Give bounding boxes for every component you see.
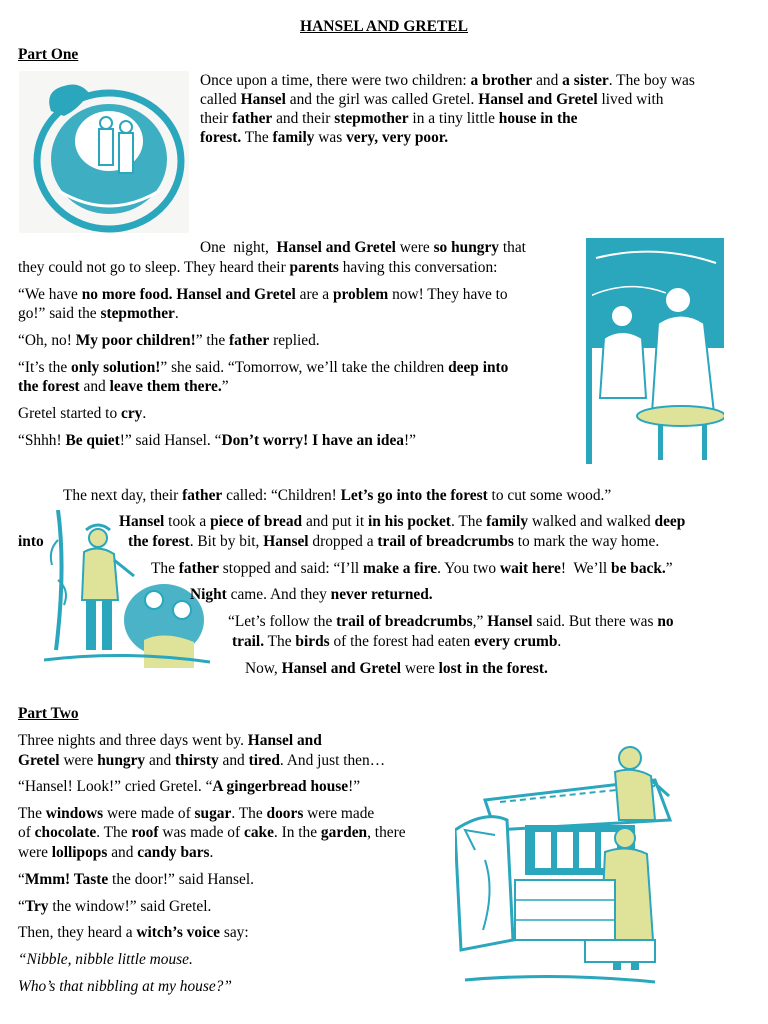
trail-line-2 bbox=[232, 632, 561, 651]
text-run: . The boy was bbox=[608, 72, 695, 89]
text-run: lived with bbox=[597, 91, 664, 108]
house-desc-line-1 bbox=[18, 804, 374, 823]
bold-text: My poor children! bbox=[75, 332, 196, 349]
intro-line bbox=[200, 71, 748, 90]
text-run: “Shhh! bbox=[18, 432, 66, 449]
bold-text: in his pocket bbox=[367, 513, 451, 530]
text-run: “It’s the bbox=[18, 359, 71, 376]
lost-line bbox=[245, 659, 548, 678]
text-run: are a bbox=[295, 286, 333, 303]
text-run: of the forest had eaten bbox=[329, 633, 475, 650]
text-run: . bbox=[174, 305, 179, 322]
bold-text: cake bbox=[243, 824, 274, 841]
text-run: was bbox=[314, 129, 347, 146]
text-run: !” bbox=[348, 778, 361, 795]
text-run: . The bbox=[450, 513, 487, 530]
witch-voice-line bbox=[18, 923, 249, 942]
text-run: The bbox=[18, 805, 46, 822]
text-run: to cut some wood.” bbox=[487, 487, 612, 504]
text-run: walked and walked bbox=[528, 513, 655, 530]
intro-line bbox=[200, 90, 748, 109]
text-run: “Let’s follow the bbox=[228, 613, 337, 630]
bold-text: problem bbox=[332, 286, 389, 303]
father-fire-line bbox=[151, 559, 673, 578]
text-run: to mark the way home. bbox=[513, 533, 660, 550]
bold-text: into bbox=[18, 533, 44, 550]
text-run: “Oh, no! bbox=[18, 332, 76, 349]
bold-text: family bbox=[272, 129, 315, 146]
stepmother-quote-2 bbox=[18, 304, 179, 323]
page-title: HANSEL AND GRETEL bbox=[300, 18, 468, 35]
text-run: . And just then… bbox=[279, 752, 386, 769]
text-run: . bbox=[142, 405, 147, 422]
text-run: were made bbox=[303, 805, 375, 822]
bold-text: tired bbox=[248, 752, 280, 769]
text-run: having this conversation: bbox=[338, 259, 498, 276]
bold-text: father bbox=[178, 560, 219, 577]
text-run: and bbox=[107, 844, 138, 861]
text-run: replied. bbox=[269, 332, 320, 349]
text-run: . bbox=[557, 633, 562, 650]
bold-text: parents bbox=[289, 259, 339, 276]
bold-text: Try bbox=[24, 898, 49, 915]
bold-text: be back. bbox=[611, 560, 666, 577]
rhyme-line-1 bbox=[18, 950, 193, 969]
text-run: ,” bbox=[472, 613, 488, 630]
bold-text: Be quiet bbox=[65, 432, 120, 449]
bold-text: chocolate bbox=[34, 824, 97, 841]
illustration-children-circle bbox=[19, 71, 189, 233]
gretel-cry bbox=[18, 404, 146, 423]
bold-text: thirsty bbox=[175, 752, 219, 769]
bold-text: trail of breadcrumbs bbox=[336, 613, 473, 630]
text-run: that bbox=[499, 239, 526, 256]
night-line-1 bbox=[200, 238, 526, 257]
bold-text: never returned. bbox=[330, 586, 433, 603]
bold-text: hungry bbox=[97, 752, 146, 769]
text-run: dropped a bbox=[308, 533, 378, 550]
gingerbread-line bbox=[18, 777, 360, 796]
bold-text: witch’s voice bbox=[136, 924, 221, 941]
house-desc-line-2 bbox=[18, 823, 406, 842]
text-run: Gretel started to bbox=[18, 405, 121, 422]
text-run: The bbox=[241, 129, 273, 146]
bold-text: father bbox=[232, 110, 273, 127]
text-run: Now, bbox=[245, 660, 282, 677]
bold-text: forest. bbox=[200, 129, 242, 146]
bold-text: the forest bbox=[18, 378, 80, 395]
bold-text: the forest bbox=[128, 533, 190, 550]
text-run: the window!” said Gretel. bbox=[48, 898, 212, 915]
text-run: Three nights and three days went by. bbox=[18, 732, 248, 749]
text-run: ” bbox=[221, 378, 229, 395]
text-run: stopped and said: “I’ll bbox=[218, 560, 363, 577]
text-run: the door!” said Hansel. bbox=[108, 871, 254, 888]
text-run: . You two bbox=[437, 560, 500, 577]
text-run: ” bbox=[665, 560, 673, 577]
bold-text: Let’s go into the forest bbox=[340, 487, 488, 504]
night-line-2 bbox=[18, 258, 497, 277]
illustration-parents-table bbox=[586, 238, 724, 464]
text-run: . The bbox=[96, 824, 132, 841]
bold-text: a brother bbox=[470, 72, 533, 89]
bold-text: family bbox=[486, 513, 529, 530]
bread-line-into bbox=[18, 532, 44, 551]
text-run: were bbox=[395, 239, 434, 256]
rhyme-line-2 bbox=[18, 977, 232, 996]
text-run: “Hansel! Look!” cried Gretel. “ bbox=[18, 778, 213, 795]
bold-text: Hansel and Gretel bbox=[478, 91, 598, 108]
bold-text: a sister bbox=[562, 72, 609, 89]
intro-line bbox=[200, 109, 748, 128]
text-run: The bbox=[264, 633, 296, 650]
text-run: of bbox=[18, 824, 35, 841]
italic-text: “Nibble, nibble little mouse. bbox=[18, 951, 193, 968]
part-one-heading: Part One bbox=[18, 46, 79, 63]
bold-text: deep bbox=[654, 513, 686, 530]
bold-text: lollipops bbox=[51, 844, 108, 861]
bold-text: A gingerbread house bbox=[212, 778, 349, 795]
bold-text: wait here bbox=[499, 560, 561, 577]
text-run: say: bbox=[220, 924, 249, 941]
text-run: were made of bbox=[103, 805, 195, 822]
bold-text: stepmother bbox=[334, 110, 409, 127]
bold-text: roof bbox=[131, 824, 159, 841]
illustration-gingerbread-house bbox=[455, 740, 687, 988]
text-run: said. But there was bbox=[532, 613, 658, 630]
text-run: Then, they heard a bbox=[18, 924, 137, 941]
bold-text: candy bars bbox=[137, 844, 210, 861]
bold-text: Hansel bbox=[263, 533, 309, 550]
bold-text: birds bbox=[295, 633, 330, 650]
father-reply bbox=[18, 331, 320, 350]
bold-text: Hansel bbox=[487, 613, 533, 630]
bold-text: no more food. Hansel and Gretel bbox=[81, 286, 296, 303]
bold-text: trail of breadcrumbs bbox=[377, 533, 514, 550]
text-run: , there bbox=[367, 824, 406, 841]
bold-text: trail. bbox=[232, 633, 265, 650]
stepmother-quote-1 bbox=[18, 285, 508, 304]
bold-text: windows bbox=[45, 805, 104, 822]
text-run: called: “Children! bbox=[222, 487, 341, 504]
text-run: was made of bbox=[158, 824, 244, 841]
bold-text: every crumb bbox=[474, 633, 558, 650]
bold-text: Hansel bbox=[119, 513, 165, 530]
text-run: !” said Hansel. “ bbox=[119, 432, 222, 449]
bold-text: Hansel and Gretel bbox=[281, 660, 402, 677]
text-run: and bbox=[218, 752, 249, 769]
bold-text: stepmother bbox=[100, 305, 175, 322]
bold-text: make a fire bbox=[363, 560, 438, 577]
three-nights-line-2 bbox=[18, 751, 385, 770]
bold-text: Night bbox=[190, 586, 227, 603]
text-run: go!” said the bbox=[18, 305, 101, 322]
trail-line-1 bbox=[228, 612, 674, 631]
text-run: The bbox=[151, 560, 179, 577]
text-run: . Bit by bit, bbox=[189, 533, 264, 550]
bold-text: Hansel bbox=[240, 91, 286, 108]
taste-door-line bbox=[18, 870, 254, 889]
bread-line-2 bbox=[128, 532, 659, 551]
text-run: took a bbox=[164, 513, 211, 530]
text-run: they could not go to sleep. They heard their bbox=[18, 259, 290, 276]
text-run: and bbox=[145, 752, 176, 769]
bold-text: father bbox=[182, 487, 223, 504]
bold-text: lost in the forest. bbox=[438, 660, 548, 677]
text-run: and bbox=[532, 72, 563, 89]
text-run: !” bbox=[404, 432, 416, 449]
text-run: . In the bbox=[273, 824, 321, 841]
text-run: came. And they bbox=[226, 586, 331, 603]
bold-text: leave them there. bbox=[109, 378, 222, 395]
text-run: now! They have to bbox=[388, 286, 508, 303]
hansel-idea bbox=[18, 431, 416, 450]
bold-text: sugar bbox=[194, 805, 232, 822]
text-run: called bbox=[200, 91, 241, 108]
text-run: Once upon a time, there were two children: bbox=[200, 72, 471, 89]
bold-text: Hansel and Gretel bbox=[276, 239, 396, 256]
text-run: in a tiny little bbox=[408, 110, 499, 127]
text-run: ” she said. “Tomorrow, we’ll take the children bbox=[160, 359, 449, 376]
paragraph-intro bbox=[200, 71, 748, 147]
text-run: and their bbox=[272, 110, 335, 127]
bold-text: garden bbox=[320, 824, 368, 841]
text-run: ” the bbox=[195, 332, 230, 349]
try-window-line bbox=[18, 897, 211, 916]
part-two-heading: Part Two bbox=[18, 705, 79, 722]
text-run: The next day, their bbox=[63, 487, 183, 504]
bold-text: piece of bread bbox=[210, 513, 303, 530]
bread-line-1 bbox=[119, 512, 685, 531]
text-run: were bbox=[18, 844, 52, 861]
bold-text: Gretel bbox=[18, 752, 60, 769]
bold-text: cry bbox=[121, 405, 143, 422]
text-run: and bbox=[79, 378, 110, 395]
solution-line-1 bbox=[18, 358, 508, 377]
house-desc-line-3 bbox=[18, 843, 213, 862]
text-run: ! We’ll bbox=[560, 560, 612, 577]
text-run: One night, bbox=[200, 239, 277, 256]
bold-text: no bbox=[657, 613, 674, 630]
text-run: “ bbox=[18, 871, 25, 888]
text-run: and the girl was called Gretel. bbox=[285, 91, 479, 108]
text-run: their bbox=[200, 110, 233, 127]
text-run: . bbox=[209, 844, 214, 861]
bold-text: Mmm! Taste bbox=[24, 871, 109, 888]
bold-text: doors bbox=[266, 805, 304, 822]
bold-text: so hungry bbox=[433, 239, 499, 256]
intro-line bbox=[200, 128, 748, 147]
italic-text: Who’s that nibbling at my house?” bbox=[18, 978, 232, 995]
bold-text: only solution! bbox=[71, 359, 161, 376]
text-run: were bbox=[401, 660, 439, 677]
bold-text: Don’t worry! I have an idea bbox=[221, 432, 405, 449]
bold-text: deep into bbox=[448, 359, 509, 376]
text-run: and put it bbox=[302, 513, 368, 530]
text-run: were bbox=[59, 752, 98, 769]
bold-text: very, very poor. bbox=[346, 129, 449, 146]
bold-text: house in the bbox=[498, 110, 578, 127]
next-day-line bbox=[63, 486, 611, 505]
text-run: “We have bbox=[18, 286, 82, 303]
night-came-line bbox=[190, 585, 433, 604]
bold-text: father bbox=[229, 332, 270, 349]
text-run: “ bbox=[18, 898, 25, 915]
solution-line-2 bbox=[18, 377, 229, 396]
bold-text: Hansel and bbox=[247, 732, 322, 749]
text-run: . The bbox=[231, 805, 267, 822]
three-nights-line-1 bbox=[18, 731, 322, 750]
